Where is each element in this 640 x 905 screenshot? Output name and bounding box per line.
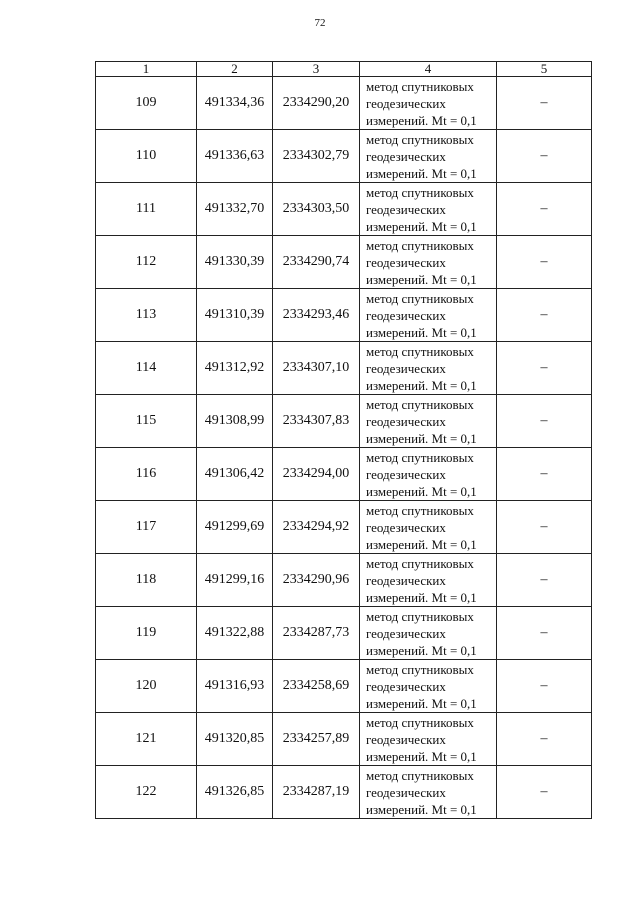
point-number-cell: 113 [96, 289, 197, 342]
note-cell: – [497, 236, 592, 289]
method-line: геодезических [366, 360, 446, 376]
method-line: геодезических [366, 731, 446, 747]
method-line: метод спутниковых [366, 449, 474, 465]
method-line: измерений. Mt = 0,1 [366, 430, 477, 446]
x-coordinate-cell: 491330,39 [197, 236, 273, 289]
method-line: метод спутниковых [366, 396, 474, 412]
method-line: измерений. Mt = 0,1 [366, 695, 477, 711]
table-row [96, 501, 592, 554]
method-line: геодезических [366, 307, 446, 323]
table-row [96, 130, 592, 183]
method-cell [360, 289, 497, 342]
y-coordinate-cell: 2334302,79 [273, 130, 360, 183]
note-cell: – [497, 660, 592, 713]
method-line: метод спутниковых [366, 343, 474, 359]
method-line: геодезических [366, 254, 446, 270]
point-number-cell: 121 [96, 713, 197, 766]
method-line: измерений. Mt = 0,1 [366, 218, 477, 234]
note-cell: – [497, 130, 592, 183]
method-line: измерений. Mt = 0,1 [366, 112, 477, 128]
note-cell: – [497, 342, 592, 395]
note-cell: – [497, 395, 592, 448]
method-cell [360, 183, 497, 236]
y-coordinate-cell: 2334290,96 [273, 554, 360, 607]
note-cell: – [497, 289, 592, 342]
table-row [96, 660, 592, 713]
y-coordinate-cell: 2334287,19 [273, 766, 360, 819]
point-number-cell: 112 [96, 236, 197, 289]
page-number: 72 [314, 17, 326, 29]
note-cell: – [497, 554, 592, 607]
point-number-cell: 111 [96, 183, 197, 236]
method-cell [360, 766, 497, 819]
x-coordinate-cell: 491312,92 [197, 342, 273, 395]
method-line: метод спутниковых [366, 184, 474, 200]
y-coordinate-cell: 2334290,20 [273, 77, 360, 130]
method-cell [360, 130, 497, 183]
point-number-cell: 117 [96, 501, 197, 554]
method-line: геодезических [366, 413, 446, 429]
y-coordinate-cell: 2334294,92 [273, 501, 360, 554]
note-cell: – [497, 607, 592, 660]
method-line: геодезических [366, 466, 446, 482]
x-coordinate-cell: 491308,99 [197, 395, 273, 448]
y-coordinate-cell: 2334307,83 [273, 395, 360, 448]
method-line: измерений. Mt = 0,1 [366, 536, 477, 552]
y-coordinate-cell: 2334258,69 [273, 660, 360, 713]
method-line: измерений. Mt = 0,1 [366, 642, 477, 658]
x-coordinate-cell: 491326,85 [197, 766, 273, 819]
method-line: метод спутниковых [366, 608, 474, 624]
method-cell [360, 342, 497, 395]
point-number-cell: 115 [96, 395, 197, 448]
table-row [96, 607, 592, 660]
point-number-cell: 110 [96, 130, 197, 183]
method-line: метод спутниковых [366, 661, 474, 677]
point-number-cell: 116 [96, 448, 197, 501]
method-line: метод спутниковых [366, 555, 474, 571]
column-header-2: 2 [197, 62, 273, 77]
method-line: метод спутниковых [366, 131, 474, 147]
method-cell [360, 713, 497, 766]
table-row [96, 183, 592, 236]
point-number-cell: 122 [96, 766, 197, 819]
method-line: метод спутниковых [366, 78, 474, 94]
method-line: измерений. Mt = 0,1 [366, 377, 477, 393]
note-cell: – [497, 766, 592, 819]
y-coordinate-cell: 2334303,50 [273, 183, 360, 236]
point-number-cell: 119 [96, 607, 197, 660]
table-row [96, 342, 592, 395]
coordinates-table [95, 61, 592, 819]
method-line: метод спутниковых [366, 714, 474, 730]
method-line: измерений. Mt = 0,1 [366, 165, 477, 181]
method-line: измерений. Mt = 0,1 [366, 324, 477, 340]
method-cell [360, 395, 497, 448]
y-coordinate-cell: 2334290,74 [273, 236, 360, 289]
method-line: геодезических [366, 201, 446, 217]
table-row [96, 77, 592, 130]
note-cell: – [497, 77, 592, 130]
method-line: метод спутниковых [366, 237, 474, 253]
table-row [96, 713, 592, 766]
note-cell: – [497, 183, 592, 236]
x-coordinate-cell: 491334,36 [197, 77, 273, 130]
table-row [96, 448, 592, 501]
method-line: измерений. Mt = 0,1 [366, 801, 477, 817]
x-coordinate-cell: 491299,69 [197, 501, 273, 554]
method-cell [360, 77, 497, 130]
method-line: геодезических [366, 625, 446, 641]
y-coordinate-cell: 2334294,00 [273, 448, 360, 501]
table-row [96, 395, 592, 448]
table-row [96, 766, 592, 819]
method-line: измерений. Mt = 0,1 [366, 271, 477, 287]
table-row [96, 289, 592, 342]
x-coordinate-cell: 491316,93 [197, 660, 273, 713]
method-line: геодезических [366, 519, 446, 535]
method-line: геодезических [366, 572, 446, 588]
note-cell: – [497, 501, 592, 554]
x-coordinate-cell: 491322,88 [197, 607, 273, 660]
y-coordinate-cell: 2334293,46 [273, 289, 360, 342]
x-coordinate-cell: 491306,42 [197, 448, 273, 501]
method-cell [360, 236, 497, 289]
x-coordinate-cell: 491336,63 [197, 130, 273, 183]
method-line: геодезических [366, 148, 446, 164]
y-coordinate-cell: 2334257,89 [273, 713, 360, 766]
note-cell: – [497, 713, 592, 766]
method-cell [360, 448, 497, 501]
x-coordinate-cell: 491310,39 [197, 289, 273, 342]
method-cell [360, 501, 497, 554]
column-header-3: 3 [273, 62, 360, 77]
table-row [96, 236, 592, 289]
method-line: измерений. Mt = 0,1 [366, 748, 477, 764]
method-line: геодезических [366, 95, 446, 111]
method-line: метод спутниковых [366, 502, 474, 518]
method-line: измерений. Mt = 0,1 [366, 483, 477, 499]
method-line: геодезических [366, 784, 446, 800]
column-header-1: 1 [96, 62, 197, 77]
method-cell [360, 607, 497, 660]
table-row [96, 554, 592, 607]
point-number-cell: 109 [96, 77, 197, 130]
method-line: метод спутниковых [366, 290, 474, 306]
method-line: геодезических [366, 678, 446, 694]
x-coordinate-cell: 491299,16 [197, 554, 273, 607]
table-header-row [96, 62, 592, 77]
x-coordinate-cell: 491332,70 [197, 183, 273, 236]
column-header-5: 5 [497, 62, 592, 77]
point-number-cell: 118 [96, 554, 197, 607]
method-line: измерений. Mt = 0,1 [366, 589, 477, 605]
column-header-4: 4 [360, 62, 497, 77]
method-cell [360, 554, 497, 607]
x-coordinate-cell: 491320,85 [197, 713, 273, 766]
y-coordinate-cell: 2334307,10 [273, 342, 360, 395]
y-coordinate-cell: 2334287,73 [273, 607, 360, 660]
method-cell [360, 660, 497, 713]
note-cell: – [497, 448, 592, 501]
method-line: метод спутниковых [366, 767, 474, 783]
point-number-cell: 114 [96, 342, 197, 395]
point-number-cell: 120 [96, 660, 197, 713]
